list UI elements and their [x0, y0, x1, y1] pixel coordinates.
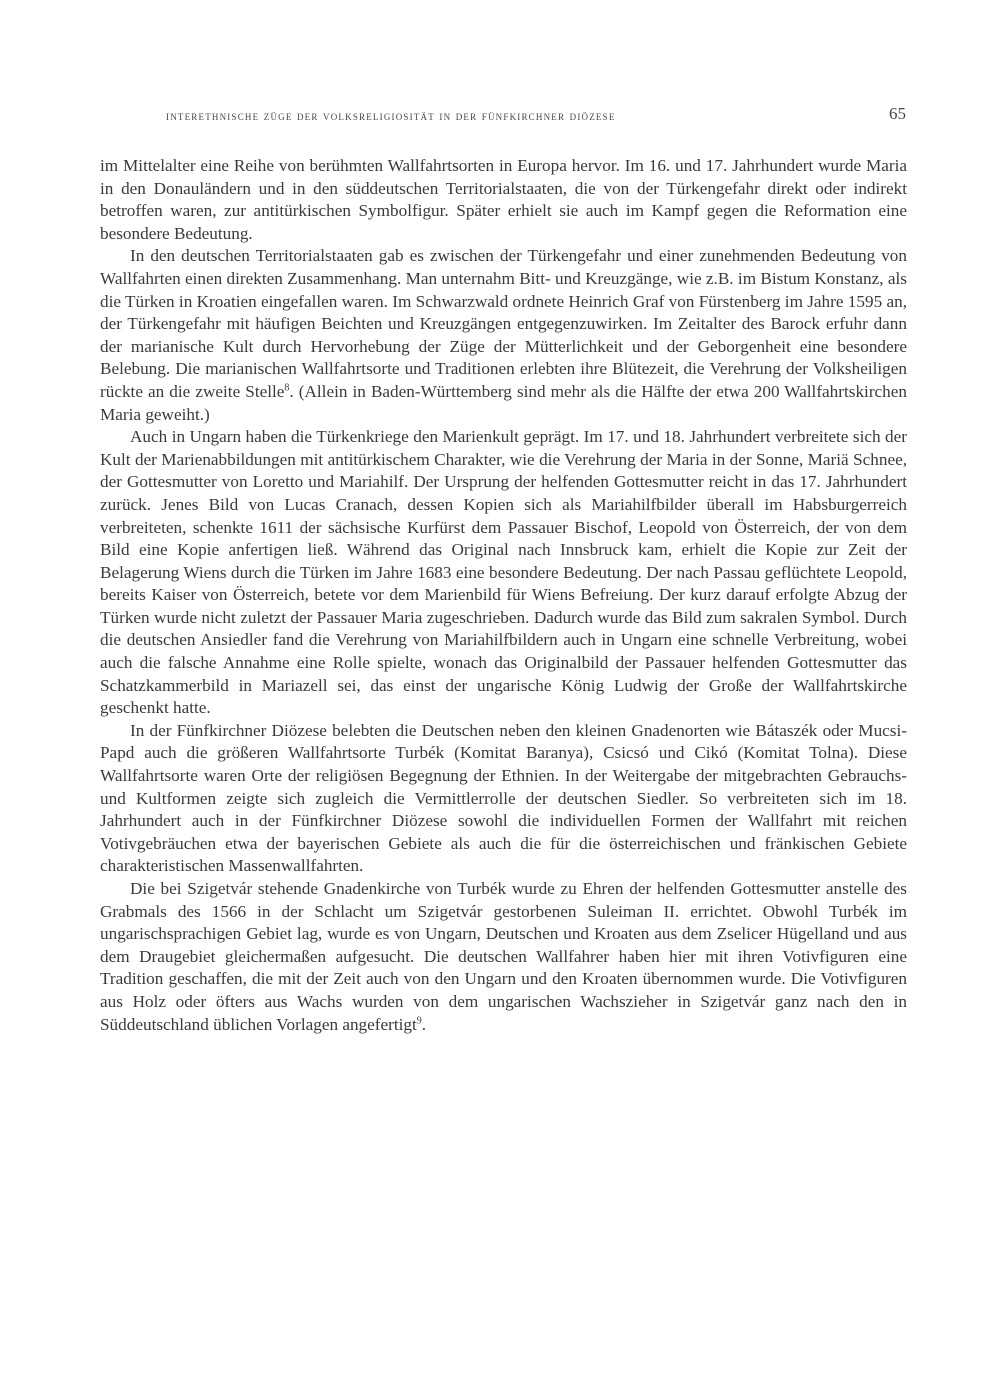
body-text — [100, 155, 907, 1036]
paragraph-2-tail: . (Allein in Baden-Württemberg sind mehr als die Hälfte der etwa 200 Wallfahrtskirchen Maria geweiht.) — [100, 381, 907, 424]
paragraph-5-text: Die bei Szigetvár stehende Gnadenkirche von Turbék wurde zu Ehren der helfenden Gottesmutter anstelle des Grabmals des 1566 in der Schlacht um Szigetvár gestorbenen Suleiman II. errichtet. Obwohl Turbék im ungarischsprachigen Gebiet lag, wurde es von Ungarn, Deutschen und Kroaten aus dem Zselicer Hügelland und aus dem Draugebiet gleichermaßen aufgesucht. Die deutschen Wallfahrer haben hier mit ihren Votivfiguren eine Tradition geschaffen, die mit der Zeit auch von den Ungarn und den Kroaten übernommen wurde. Die Votivfiguren aus Holz oder öfters aus Wachs wurden von dem ungarischen Wachszieher in Szigetvár ganz nach den in Süddeutschland üblichen Vorlagen angefertigt — [100, 879, 907, 1034]
paragraph-3 — [100, 426, 907, 720]
paragraph-5 — [100, 878, 907, 1036]
paragraph-4 — [100, 720, 907, 878]
footnote-ref-9[interactable]: 9 — [416, 1014, 422, 1026]
footnote-ref-8[interactable]: 8 — [284, 382, 290, 394]
running-header-title: interethnische züge der volksreligiosität in der fünfkirchner diözese — [166, 108, 616, 123]
page-number: 65 — [889, 104, 906, 123]
paragraph-2 — [100, 245, 907, 426]
paragraph-5-tail: . — [421, 1014, 427, 1034]
paragraph-4-text: In der Fünfkirchner Diözese belebten die Deutschen neben den kleinen Gnadenorten wie Bátaszék oder Mucsi-Papd auch die größeren Wallfahrtsorte Turbék (Komitat Baranya), Csicsó und Cikó (Komitat Tolna). Diese Wallfahrtsorte waren Orte der religiösen Begegnung der Ethnien. In der Weitergabe der mitgebrachten Gebrauchs- und Kultformen zeigte sich zugleich die Vermittlerrolle der deutschen Siedler. So verbreiteten sich im 18. Jahrhundert auch in der Fünfkirchner Diözese sowohl die individuellen Formen der Wallfahrt mit reichen Votivgebräuchen etwa der bayerischen Gebiete als auch die für die österreichischen und fränkischen Gebiete charakteristischen Massenwallfahrten. — [100, 720, 907, 876]
paragraph-1-text: im Mittelalter eine Reihe von berühmten Wallfahrtsorten in Europa hervor. Im 16. und 17. Jahrhundert wurde Maria in den Donauländern und in den süddeutschen Territorialstaaten, die von der Türkengefahr direkt oder indirekt betroffen waren, zur antitürkischen Symbolfigur. Später erhielt sie auch im Kampf gegen die Reformation eine besondere Bedeutung. — [100, 156, 907, 243]
paragraph-2-text: In den deutschen Territorialstaaten gab es zwischen der Türkengefahr und einer zunehmenden Bedeutung von Wallfahrten einen direkten Zusammenhang. Man unternahm Bitt- und Kreuzgänge, wie z.B. im Bistum Konstanz, als die Türken in Kroatien eingefallen waren. Im Schwarzwald ordnete Heinrich Graf von Fürstenberg im Jahre 1595 an, der Türkengefahr mit häufigen Beichten und Kreuzgängen entgegenzuwirken. Im Zeitalter des Barock erfuhr dann der marianische Kult durch Hervorhebung der Züge der Mütterlichkeit und der Geborgenheit eine besondere Belebung. Die marianischen Wallfahrtsorte und Traditionen erlebten ihre Blütezeit, die Verehrung der Volksheiligen rückte an die zweite Stelle — [100, 246, 907, 401]
paragraph-1 — [100, 155, 907, 245]
running-header — [100, 104, 906, 128]
paragraph-3-text: Auch in Ungarn haben die Türkenkriege den Marienkult geprägt. Im 17. und 18. Jahrhundert verbreitete sich der Kult der Marienabbildungen mit antitürkischem Charakter, wie die Verehrung der Maria in der Sonne, Mariä Schnee, der Gottesmutter von Loretto und Mariahilf. Der Ursprung der helfenden Gottesmutter reicht in das 17. Jahrhundert zurück. Jenes Bild von Lucas Cranach, dessen Kopien sich als Mariahilfbilder überall im Habsburgerreich verbreiteten, schenkte 1611 der sächsische Kurfürst dem Passauer Bischof, Leopold von Österreich, der von dem Bild eine Kopie anfertigen ließ. Während das Original nach Innsbruck kam, erhielt die Kopie zur Zeit der Belagerung Wiens durch die Türken im Jahre 1683 eine besondere Bedeutung. Der nach Passau geflüchtete Leopold, bereits Kaiser von Österreich, betete vor dem Marienbild für Wiens Befreiung. Der kurz darauf erfolgte Abzug der Türken wurde nicht zuletzt der Passauer Maria zugeschrieben. Dadurch wurde das Bild zum sakralen Symbol. Durch die deutschen Ansiedler fand die Verehrung von Mariahilfbildern auch in Ungarn eine schnelle Verbreitung, wobei auch die falsche Annahme eine Rolle spielte, wonach das Originalbild der Passauer helfenden Gottesmutter das Schatzkammerbild in Mariazell sei, das einst der ungarische König Ludwig der Große der Wallfahrtskirche geschenkt hatte. — [100, 427, 907, 718]
